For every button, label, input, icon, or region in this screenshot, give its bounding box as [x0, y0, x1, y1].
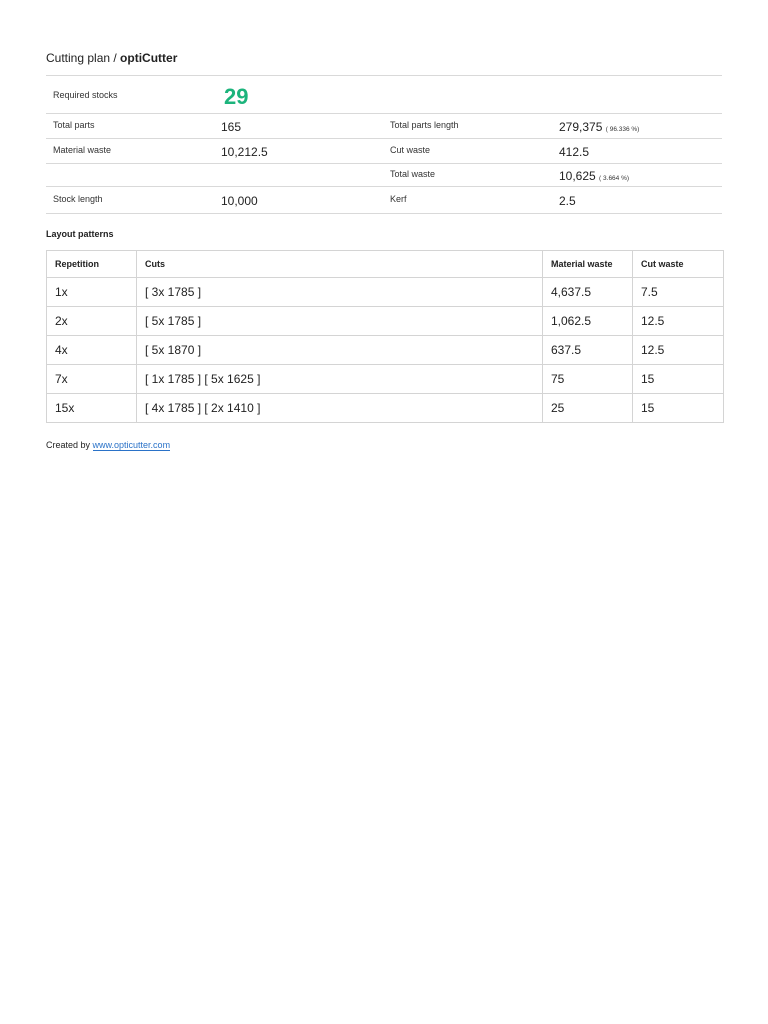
- summary-row-stock-length: [46, 187, 722, 214]
- cut-waste-cell: 15: [633, 394, 724, 423]
- kerf-label: Kerf: [390, 194, 407, 204]
- footer-credit: [46, 440, 170, 450]
- cuts-cell: [ 5x 1870 ]: [137, 336, 543, 365]
- repetition-cell: 2x: [47, 307, 137, 336]
- summary-row-material-waste: [46, 139, 722, 164]
- column-header-material-waste: Material waste: [543, 251, 633, 278]
- column-header-repetition: Repetition: [47, 251, 137, 278]
- cut-waste-cell: 12.5: [633, 307, 724, 336]
- total-parts-value: 165: [221, 120, 242, 134]
- total-waste-percent: ( 3.664 %): [599, 175, 630, 182]
- column-header-cuts: Cuts: [137, 251, 543, 278]
- required-stocks-label: Required stocks: [53, 90, 118, 100]
- stock-length-value: 10,000: [221, 194, 258, 208]
- summary-row-total-parts: [46, 114, 722, 139]
- material-waste-label: Material waste: [53, 145, 112, 155]
- cut-waste-cell: 15: [633, 365, 724, 394]
- total-waste-number: 10,625: [559, 169, 596, 183]
- repetition-cell: 15x: [47, 394, 137, 423]
- total-parts-length-value: [559, 120, 639, 134]
- total-parts-label: Total parts: [53, 120, 95, 130]
- cut-waste-value: 412.5: [559, 145, 590, 159]
- material-waste-cell: 637.5: [543, 336, 633, 365]
- total-parts-length-label: Total parts length: [390, 120, 459, 130]
- cut-waste-label: Cut waste: [390, 145, 431, 155]
- material-waste-cell: 25: [543, 394, 633, 423]
- column-header-cut-waste: Cut waste: [633, 251, 724, 278]
- title-prefix: Cutting plan /: [46, 51, 121, 65]
- table-row: [47, 365, 724, 394]
- total-waste-value: [559, 169, 629, 183]
- total-waste-label: Total waste: [390, 169, 436, 179]
- cuts-cell: [ 1x 1785 ] [ 5x 1625 ]: [137, 365, 543, 394]
- repetition-cell: 4x: [47, 336, 137, 365]
- page-title: [46, 51, 177, 65]
- material-waste-cell: 1,062.5: [543, 307, 633, 336]
- required-stocks-value: 29: [224, 84, 249, 109]
- brand-name: optiCutter: [120, 51, 178, 65]
- total-parts-length-percent: ( 96.336 %): [605, 126, 640, 133]
- summary-row-total-waste: [46, 164, 722, 187]
- cuts-cell: [ 5x 1785 ]: [137, 307, 543, 336]
- total-parts-length-number: 279,375: [559, 120, 603, 134]
- table-row: [47, 278, 724, 307]
- cut-waste-cell: 12.5: [633, 336, 724, 365]
- material-waste-cell: 4,637.5: [543, 278, 633, 307]
- cuts-cell: [ 3x 1785 ]: [137, 278, 543, 307]
- layout-patterns-title: Layout patterns: [46, 229, 114, 239]
- material-waste-cell: 75: [543, 365, 633, 394]
- created-by-text: Created by: [46, 440, 93, 450]
- table-row: [47, 336, 724, 365]
- repetition-cell: 1x: [47, 278, 137, 307]
- layout-patterns-table: [46, 250, 724, 423]
- table-row: [47, 307, 724, 336]
- opticutter-link[interactable]: www.opticutter.com: [92, 440, 171, 450]
- table-row: [47, 394, 724, 423]
- cut-waste-cell: 7.5: [633, 278, 724, 307]
- summary-table: [46, 76, 722, 214]
- summary-row-required-stocks: [46, 76, 722, 114]
- table-header-row: [47, 251, 724, 278]
- kerf-value: 2.5: [559, 194, 576, 208]
- material-waste-value: 10,212.5: [221, 145, 268, 159]
- stock-length-label: Stock length: [53, 194, 103, 204]
- repetition-cell: 7x: [47, 365, 137, 394]
- cuts-cell: [ 4x 1785 ] [ 2x 1410 ]: [137, 394, 543, 423]
